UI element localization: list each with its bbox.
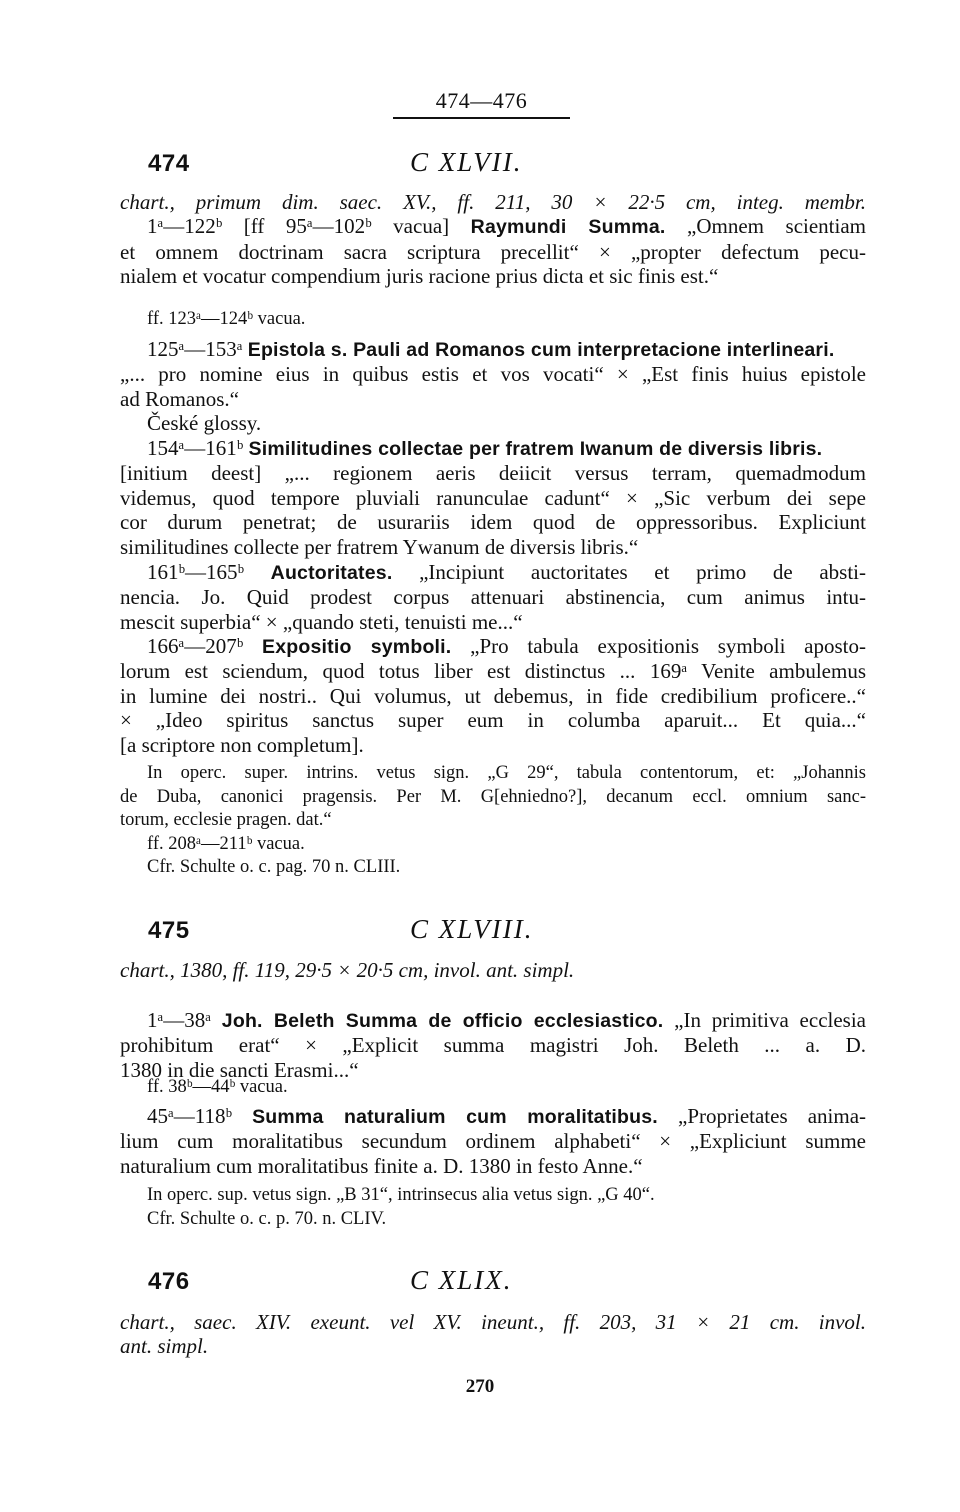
item-line: 166ᵃ—207ᵇ Expositio symboli. „Pro tabula expositionis symboli aposto- xyxy=(147,634,867,658)
entry-description: chart., primum dim. saec. XV., ff. 211, 30 × 22·5 cm, integ. membr. xyxy=(120,190,866,214)
entry-number: 475 xyxy=(148,917,190,944)
item-1-38 xyxy=(120,1008,866,1082)
entry-number: 474 xyxy=(148,150,190,177)
item-line: videmus, quod tempore pluviali ranunculae cadunt“ × „Sic verbum dei sepe xyxy=(120,485,866,510)
item-45-118 xyxy=(120,1104,866,1178)
item-note: České glossy. xyxy=(147,411,262,436)
note-line: Cfr. Schulte o. c. pag. 70 n. CLIII. xyxy=(147,857,401,877)
shelfmark: C XLIX. xyxy=(410,1265,513,1295)
entry-description: chart., saec. XIV. exeunt. vel XV. ineunt., ff. 203, 31 × 21 cm. invol. xyxy=(120,1310,866,1334)
item-line: 1380 in die sancti Erasmi...“ xyxy=(120,1057,359,1082)
page-number: 270 xyxy=(465,1376,495,1397)
shelfmark: C XLVIII. xyxy=(410,914,534,944)
item-line: [a scriptore non completum]. xyxy=(120,732,364,757)
item-line: similitudines collecte per fratrem Ywanum de diversis libris.“ xyxy=(120,534,639,559)
item-line: × „Ideo spiritus sanctus super eum in columba aparuit... Et quia...“ xyxy=(120,708,866,733)
item-166-207 xyxy=(120,634,866,757)
item-line: prohibitum erat“ × „Explicit summa magistri Joh. Beleth ... a. D. xyxy=(120,1033,866,1058)
item-line: „... pro nomine eius in quibus estis et vos vocati“ × „Est finis huius epistole xyxy=(120,362,866,387)
item-line: [initium deest] „... regionem aeris deiicit versus terram, quemadmodum xyxy=(120,461,866,486)
item-line: 154ᵃ—161ᵇ Similitudines collectae per fratrem Iwanum de diversis libris. xyxy=(147,436,823,460)
item-line: nialem et vocatur compendium juris racione prius dicta et sic finis est.“ xyxy=(120,264,719,289)
running-head: 474—476 xyxy=(435,88,528,113)
entry-475-body xyxy=(120,958,866,982)
vacua-note: ff. 38ᵇ—44ᵇ vacua. xyxy=(147,1077,288,1097)
entry-description: chart., 1380, ff. 119, 29·5 × 20·5 cm, invol. ant. simpl. xyxy=(120,958,575,982)
item-line: 125ᵃ—153ᵃ Epistola s. Pauli ad Romanos cum interpretacione interlineari. xyxy=(147,337,835,361)
item-line: cor durum penetrat; de usurariis idem quod de oppressoribus. Expliciunt xyxy=(120,510,866,535)
item-line: 1ᵃ—122ᵇ [ff 95ᵃ—102ᵇ vacua] Raymundi Summa. „Omnem scientiam xyxy=(147,214,867,239)
note-line: torum, ecclesie pragen. dat.“ xyxy=(120,810,332,830)
item-161-165 xyxy=(120,560,866,634)
entry-number: 476 xyxy=(148,1268,190,1295)
note-line: In operc. sup. vetus sign. „B 31“, intrinsecus alia vetus sign. „G 40“. xyxy=(147,1185,655,1205)
item-154-161 xyxy=(120,436,866,559)
entry-description: ant. simpl. xyxy=(120,1334,209,1359)
entry-475-notes xyxy=(120,1184,866,1231)
item-line: 1ᵃ—38ᵃ Joh. Beleth Summa de officio ecclesiastico. „In primitiva ecclesia xyxy=(147,1008,866,1032)
running-head-rule xyxy=(393,117,570,119)
item-line: et omnem doctrinam sacra scriptura precellit“ × „propter defectum pecu- xyxy=(120,239,866,264)
item-125-153 xyxy=(120,337,866,436)
entry-474-notes xyxy=(120,762,866,880)
item-line: lorum est sciendum, quod totus liber est distinctus ... 169ᵃ Venite ambulemus xyxy=(120,659,866,684)
entry-474-body xyxy=(120,190,866,289)
note-line: ff. 208ᵃ—211ᵇ vacua. xyxy=(147,833,305,854)
item-line: nencia. Jo. Quid prodest corpus attenuari abstinencia, cum animus intu- xyxy=(120,585,866,610)
vacua-note: ff. 123ᵃ—124ᵇ vacua. xyxy=(147,309,306,329)
item-line: in lumine dei nostri.. Qui volumus, ut debemus, in fide credibilium proficere..“ xyxy=(120,683,866,708)
note-line: In operc. super. intrins. vetus sign. „G 29“, tabula contentorum, et: „Johannis xyxy=(147,763,866,783)
shelfmark: C XLVII. xyxy=(410,147,523,177)
item-line: 161ᵇ—165ᵇ Auctoritates. „Incipiunt auctoritates et primo de absti- xyxy=(147,560,867,584)
item-line: lium cum moralitatibus secundum ordinem alphabeti“ × „Expliciunt summe xyxy=(120,1129,866,1154)
note-line: Cfr. Schulte o. c. p. 70. n. CLIV. xyxy=(147,1208,387,1229)
item-line: 45ᵃ—118ᵇ Summa naturalium cum moralitatibus. „Proprietates anima- xyxy=(147,1104,867,1128)
entry-476-body xyxy=(120,1310,866,1359)
note-line: de Duba, canonici pragensis. Per M. G[ehniedno?], decanum eccl. omnium sanc- xyxy=(120,786,866,807)
item-line: naturalium cum moralitatibus finite a. D. 1380 in festo Anne.“ xyxy=(120,1153,643,1178)
item-line: ad Romanos.“ xyxy=(120,386,239,411)
item-line: mescit superbia“ × „quando steti, tenuisti me...“ xyxy=(120,609,523,634)
